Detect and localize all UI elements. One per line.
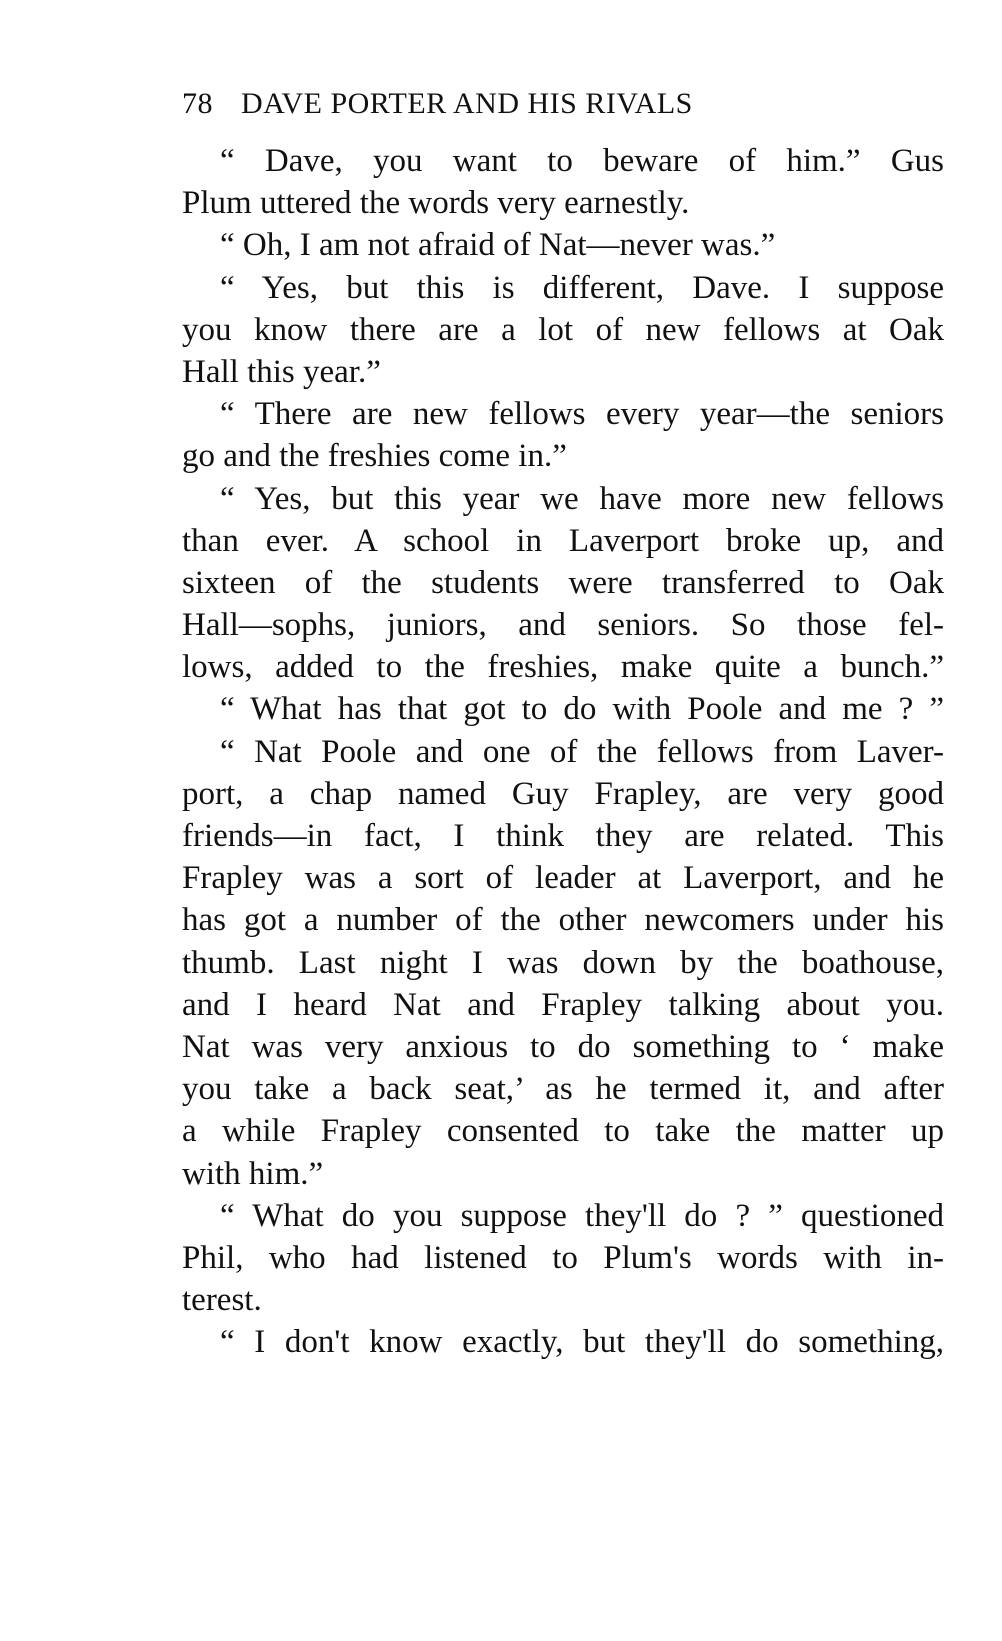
- text-line: Nat was very anxious to do something to ‘ make: [182, 1028, 944, 1065]
- text-line: “ What do you suppose they'll do ? ” questioned: [220, 1197, 944, 1234]
- text-line: you know there are a lot of new fellows at Oak: [182, 311, 944, 348]
- text-line: lows, added to the freshies, make quite a bunch.”: [182, 649, 944, 686]
- text-line: you take a back seat,’ as he termed it, and after: [182, 1071, 944, 1108]
- text-line: “ Dave, you want to beware of him.” Gus: [220, 143, 944, 179]
- text-line: “ Nat Poole and one of the fellows from Laver-: [220, 733, 944, 770]
- body-text: [182, 140, 944, 1363]
- page-number: 78: [182, 87, 213, 120]
- text-line: a while Frapley consented to take the matter up: [182, 1113, 944, 1150]
- page-header: [182, 84, 882, 124]
- text-line: Hall—sophs, juniors, and seniors. So those fel-: [182, 607, 944, 644]
- text-line: friends—in fact, I think they are related. This: [182, 818, 944, 854]
- text-line: and I heard Nat and Frapley talking about you.: [182, 986, 944, 1023]
- text-line: “ Oh, I am not afraid of Nat—never was.”: [220, 227, 776, 264]
- text-line: terest.: [182, 1282, 262, 1319]
- text-line: than ever. A school in Laverport broke up, and: [182, 522, 944, 559]
- text-line: thumb. Last night I was down by the boathouse,: [182, 944, 944, 981]
- text-line: “ Yes, but this year we have more new fellows: [220, 480, 944, 517]
- text-line: “ What has that got to do with Poole and me ? ”: [220, 691, 944, 728]
- running-title: DAVE PORTER AND HIS RIVALS: [241, 87, 693, 120]
- text-line: port, a chap named Guy Frapley, are very good: [182, 775, 944, 812]
- text-line: has got a number of the other newcomers under his: [182, 902, 944, 939]
- text-line: Phil, who had listened to Plum's words with in-: [182, 1239, 944, 1276]
- text-line: sixteen of the students were transferred to Oak: [182, 564, 944, 601]
- text-line: “ Yes, but this is different, Dave. I suppose: [220, 269, 944, 306]
- text-line: “ There are new fellows every year—the seniors: [220, 396, 944, 433]
- text-line: with him.”: [182, 1155, 324, 1192]
- text-line: Hall this year.”: [182, 353, 381, 390]
- text-line: Plum uttered the words very earnestly.: [182, 185, 690, 222]
- text-line: Frapley was a sort of leader at Laverport, and he: [182, 860, 944, 897]
- text-line: go and the freshies come in.”: [182, 438, 567, 475]
- text-line: “ I don't know exactly, but they'll do something,: [220, 1324, 944, 1361]
